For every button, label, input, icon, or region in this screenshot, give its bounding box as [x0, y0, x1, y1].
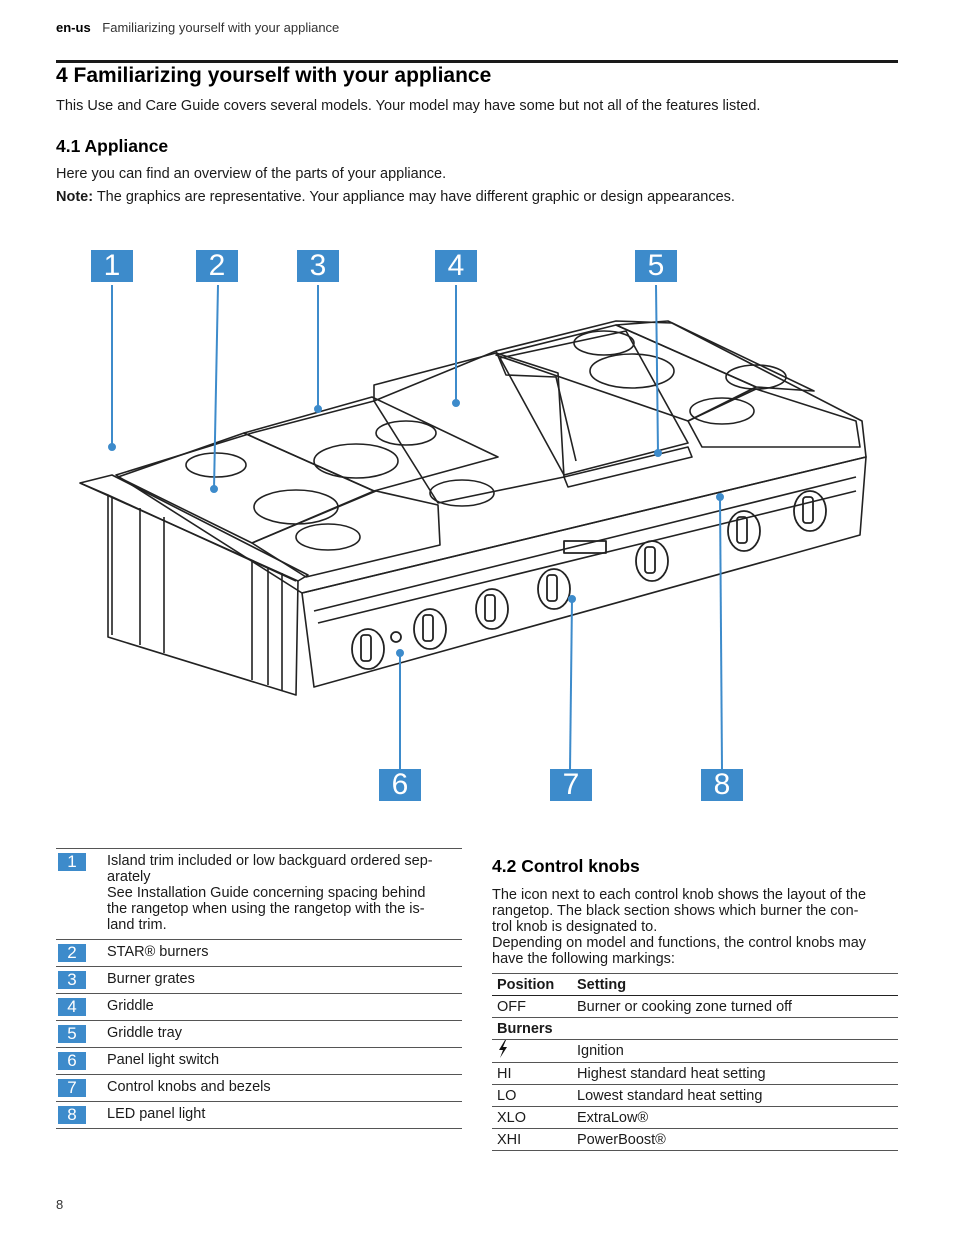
part-description: STAR® burners [107, 944, 209, 960]
callout-6: 6 [379, 769, 421, 801]
part-number-badge: 4 [58, 998, 86, 1016]
callout-8: 8 [701, 769, 743, 801]
part-number-badge: 5 [58, 1025, 86, 1043]
rangetop-illustration [56, 225, 898, 825]
column-header-position: Position [492, 974, 572, 996]
parts-table [56, 848, 462, 1129]
part-number-badge: 2 [58, 944, 86, 962]
part-description: Griddle tray [107, 1025, 182, 1041]
part-description: LED panel light [107, 1106, 206, 1122]
note-label: Note: [56, 189, 94, 205]
table-header-row [492, 974, 898, 996]
column-header-setting: Setting [572, 974, 898, 996]
table-row: OFF Burner or cooking zone turned off [492, 996, 898, 1018]
table-row [56, 849, 462, 940]
running-header [56, 20, 339, 35]
part-description: Island trim included or low backguard ordered sep- arately See Installation Guide concerning spacing behind the rangetop when using the rangetop with the is- land trim. [107, 853, 433, 933]
table-row [56, 1048, 462, 1075]
title-rule [56, 60, 898, 63]
table-row [56, 1075, 462, 1102]
note-text: The graphics are representative. Your appliance may have different graphic or design appearances. [93, 189, 735, 205]
table-row: Ignition [492, 1040, 898, 1063]
table-row: LO Lowest standard heat setting [492, 1085, 898, 1107]
callout-5: 5 [635, 250, 677, 282]
callout-2: 2 [196, 250, 238, 282]
table-row: HI Highest standard heat setting [492, 1063, 898, 1085]
callout-7: 7 [550, 769, 592, 801]
table-row [56, 1021, 462, 1048]
part-description: Burner grates [107, 971, 195, 987]
table-row [56, 967, 462, 994]
lightning-icon [492, 1040, 572, 1063]
intro-text: This Use and Care Guide covers several models. Your model may have some but not all of the features listed. [56, 98, 761, 114]
rangetop-drawing [56, 225, 898, 825]
part-description: Control knobs and bezels [107, 1079, 271, 1095]
section-heading-appliance: 4.1 Appliance [56, 136, 169, 156]
callout-3: 3 [297, 250, 339, 282]
table-row [492, 1018, 898, 1040]
table-row [56, 1102, 462, 1129]
settings-table [492, 973, 898, 1151]
table-row [56, 994, 462, 1021]
page-number: 8 [56, 1197, 64, 1212]
part-number-badge: 1 [58, 853, 86, 871]
control-knobs-text: The icon next to each control knob shows the layout of the rangetop. The black section shows which burner the con- trol knob is designated to. Depending on model and functions, the control knobs may have the following markings: [492, 887, 867, 967]
table-row [56, 940, 462, 967]
part-description: Panel light switch [107, 1052, 220, 1068]
part-number-badge: 3 [58, 971, 86, 989]
callout-4: 4 [435, 250, 477, 282]
table-row: XHI PowerBoost® [492, 1129, 898, 1151]
note-paragraph [56, 189, 735, 205]
part-number-badge: 8 [58, 1106, 86, 1124]
section-heading-control-knobs: 4.2 Control knobs [492, 856, 640, 876]
part-number-badge: 6 [58, 1052, 86, 1070]
burners-subheading: Burners [492, 1018, 572, 1040]
part-number-badge: 7 [58, 1079, 86, 1097]
page-title: 4 Familiarizing yourself with your appliance [56, 64, 492, 87]
part-description: Griddle [107, 998, 154, 1014]
locale-label: en-us [56, 20, 91, 35]
callout-1: 1 [91, 250, 133, 282]
chapter-label: Familiarizing yourself with your appliance [102, 20, 340, 35]
table-row: XLO ExtraLow® [492, 1107, 898, 1129]
appliance-text: Here you can find an overview of the parts of your appliance. [56, 166, 447, 182]
